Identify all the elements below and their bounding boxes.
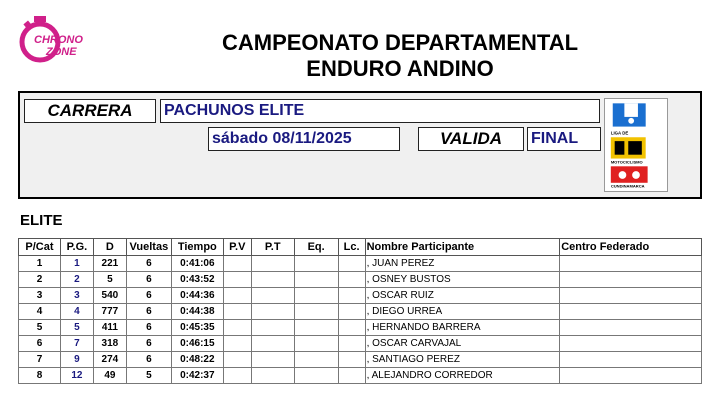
table-row — [19, 368, 702, 384]
team-cell — [294, 336, 338, 352]
carrera-label: CARRERA — [24, 99, 156, 123]
col-header-pcat: P/Cat — [19, 239, 61, 256]
pos-general-cell: 7 — [60, 336, 93, 352]
table-row — [19, 256, 702, 272]
pos-cat-cell: 5 — [19, 320, 61, 336]
brand-logo-text-2: ZONE — [46, 46, 77, 58]
table-row — [19, 304, 702, 320]
brand-logo-text-1: CHRONO — [34, 34, 83, 46]
col-header-tiempo: Tiempo — [171, 239, 223, 256]
pos-general-cell: 2 — [60, 272, 93, 288]
league-logo — [604, 98, 668, 192]
pos-cat-cell: 6 — [19, 336, 61, 352]
pos-cat-cell: 8 — [19, 368, 61, 384]
pos-cat-cell: 4 — [19, 304, 61, 320]
col-header-centro: Centro Federado — [560, 239, 702, 256]
license-cell — [338, 272, 365, 288]
pv-cell — [223, 368, 251, 384]
dorsal-cell: 274 — [93, 352, 126, 368]
pos-general-cell: 9 — [60, 352, 93, 368]
title-line-2: ENDURO ANDINO — [306, 56, 494, 81]
col-header-pt: P.T — [251, 239, 294, 256]
pv-cell — [223, 272, 251, 288]
laps-cell: 6 — [126, 320, 171, 336]
dorsal-cell: 221 — [93, 256, 126, 272]
pos-general-cell: 5 — [60, 320, 93, 336]
license-cell — [338, 368, 365, 384]
laps-cell: 6 — [126, 288, 171, 304]
col-header-lc: Lc. — [338, 239, 365, 256]
time-cell: 0:48:22 — [171, 352, 223, 368]
race-info-box — [18, 91, 702, 199]
pos-general-cell: 1 — [60, 256, 93, 272]
table-row — [19, 272, 702, 288]
federated-center-cell — [560, 352, 702, 368]
table-row — [19, 288, 702, 304]
col-header-pv: P.V — [223, 239, 251, 256]
dorsal-cell: 540 — [93, 288, 126, 304]
pv-cell — [223, 352, 251, 368]
pt-cell — [251, 272, 294, 288]
carrera-value: PACHUNOS ELITE — [160, 99, 600, 123]
pt-cell — [251, 256, 294, 272]
pos-general-cell: 12 — [60, 368, 93, 384]
title-line-1: CAMPEONATO DEPARTAMENTAL — [221, 30, 579, 55]
pt-cell — [251, 336, 294, 352]
col-header-nombre: Nombre Participante — [365, 239, 560, 256]
pt-cell — [251, 304, 294, 320]
pv-cell — [223, 336, 251, 352]
laps-cell: 6 — [126, 336, 171, 352]
pos-cat-cell: 3 — [19, 288, 61, 304]
pt-cell — [251, 368, 294, 384]
dorsal-cell: 49 — [93, 368, 126, 384]
time-cell: 0:44:38 — [171, 304, 223, 320]
col-header-eq: Eq. — [294, 239, 338, 256]
chrono-brand-logo — [18, 14, 98, 66]
table-row — [19, 336, 702, 352]
time-cell: 0:43:52 — [171, 272, 223, 288]
results-body — [19, 256, 702, 384]
team-cell — [294, 304, 338, 320]
participant-name-cell: , DIEGO URREA — [365, 304, 560, 320]
results-table — [18, 238, 702, 384]
pt-cell — [251, 288, 294, 304]
participant-name-cell: , SANTIAGO PEREZ — [365, 352, 560, 368]
license-cell — [338, 320, 365, 336]
participant-name-cell: , OSNEY BUSTOS — [365, 272, 560, 288]
participant-name-cell: , HERNANDO BARRERA — [365, 320, 560, 336]
dorsal-cell: 5 — [93, 272, 126, 288]
laps-cell: 6 — [126, 272, 171, 288]
dorsal-cell: 411 — [93, 320, 126, 336]
license-cell — [338, 336, 365, 352]
participant-name-cell: , OSCAR CARVAJAL — [365, 336, 560, 352]
team-cell — [294, 320, 338, 336]
time-cell: 0:44:36 — [171, 288, 223, 304]
pv-cell — [223, 256, 251, 272]
participant-name-cell: , ALEJANDRO CORREDOR — [365, 368, 560, 384]
team-cell — [294, 352, 338, 368]
time-cell: 0:46:15 — [171, 336, 223, 352]
pos-cat-cell: 1 — [19, 256, 61, 272]
table-row — [19, 320, 702, 336]
laps-cell: 6 — [126, 352, 171, 368]
category-heading: ELITE — [20, 212, 63, 229]
participant-name-cell: , JUAN PEREZ — [365, 256, 560, 272]
federated-center-cell — [560, 256, 702, 272]
pt-cell — [251, 320, 294, 336]
valida-label: VALIDA — [418, 127, 524, 151]
license-cell — [338, 352, 365, 368]
participant-name-cell: , OSCAR RUIZ — [365, 288, 560, 304]
team-cell — [294, 368, 338, 384]
time-cell: 0:45:35 — [171, 320, 223, 336]
table-header-row — [19, 239, 702, 256]
team-cell — [294, 272, 338, 288]
pos-general-cell: 4 — [60, 304, 93, 320]
league-logo-line-1: LIGA DE — [610, 130, 629, 136]
laps-cell: 6 — [126, 256, 171, 272]
pv-cell — [223, 288, 251, 304]
laps-cell: 5 — [126, 368, 171, 384]
table-row — [19, 352, 702, 368]
license-cell — [338, 288, 365, 304]
col-header-vueltas: Vueltas — [126, 239, 171, 256]
federated-center-cell — [560, 320, 702, 336]
dorsal-cell: 318 — [93, 336, 126, 352]
pos-general-cell: 3 — [60, 288, 93, 304]
league-logo-line-3: CUNDINAMARCA — [610, 183, 645, 189]
pos-cat-cell: 7 — [19, 352, 61, 368]
page-title — [150, 30, 650, 82]
valida-value: FINAL — [527, 127, 601, 151]
license-cell — [338, 256, 365, 272]
race-date: sábado 08/11/2025 — [208, 127, 400, 151]
league-logo-line-2: MOTOCICLISMO — [610, 159, 643, 165]
federated-center-cell — [560, 272, 702, 288]
pv-cell — [223, 320, 251, 336]
laps-cell: 6 — [126, 304, 171, 320]
time-cell: 0:41:06 — [171, 256, 223, 272]
license-cell — [338, 304, 365, 320]
time-cell: 0:42:37 — [171, 368, 223, 384]
col-header-pg: P.G. — [60, 239, 93, 256]
pt-cell — [251, 352, 294, 368]
federated-center-cell — [560, 304, 702, 320]
team-cell — [294, 288, 338, 304]
federated-center-cell — [560, 288, 702, 304]
federated-center-cell — [560, 368, 702, 384]
pos-cat-cell: 2 — [19, 272, 61, 288]
col-header-d: D — [93, 239, 126, 256]
pv-cell — [223, 304, 251, 320]
federated-center-cell — [560, 336, 702, 352]
dorsal-cell: 777 — [93, 304, 126, 320]
team-cell — [294, 256, 338, 272]
